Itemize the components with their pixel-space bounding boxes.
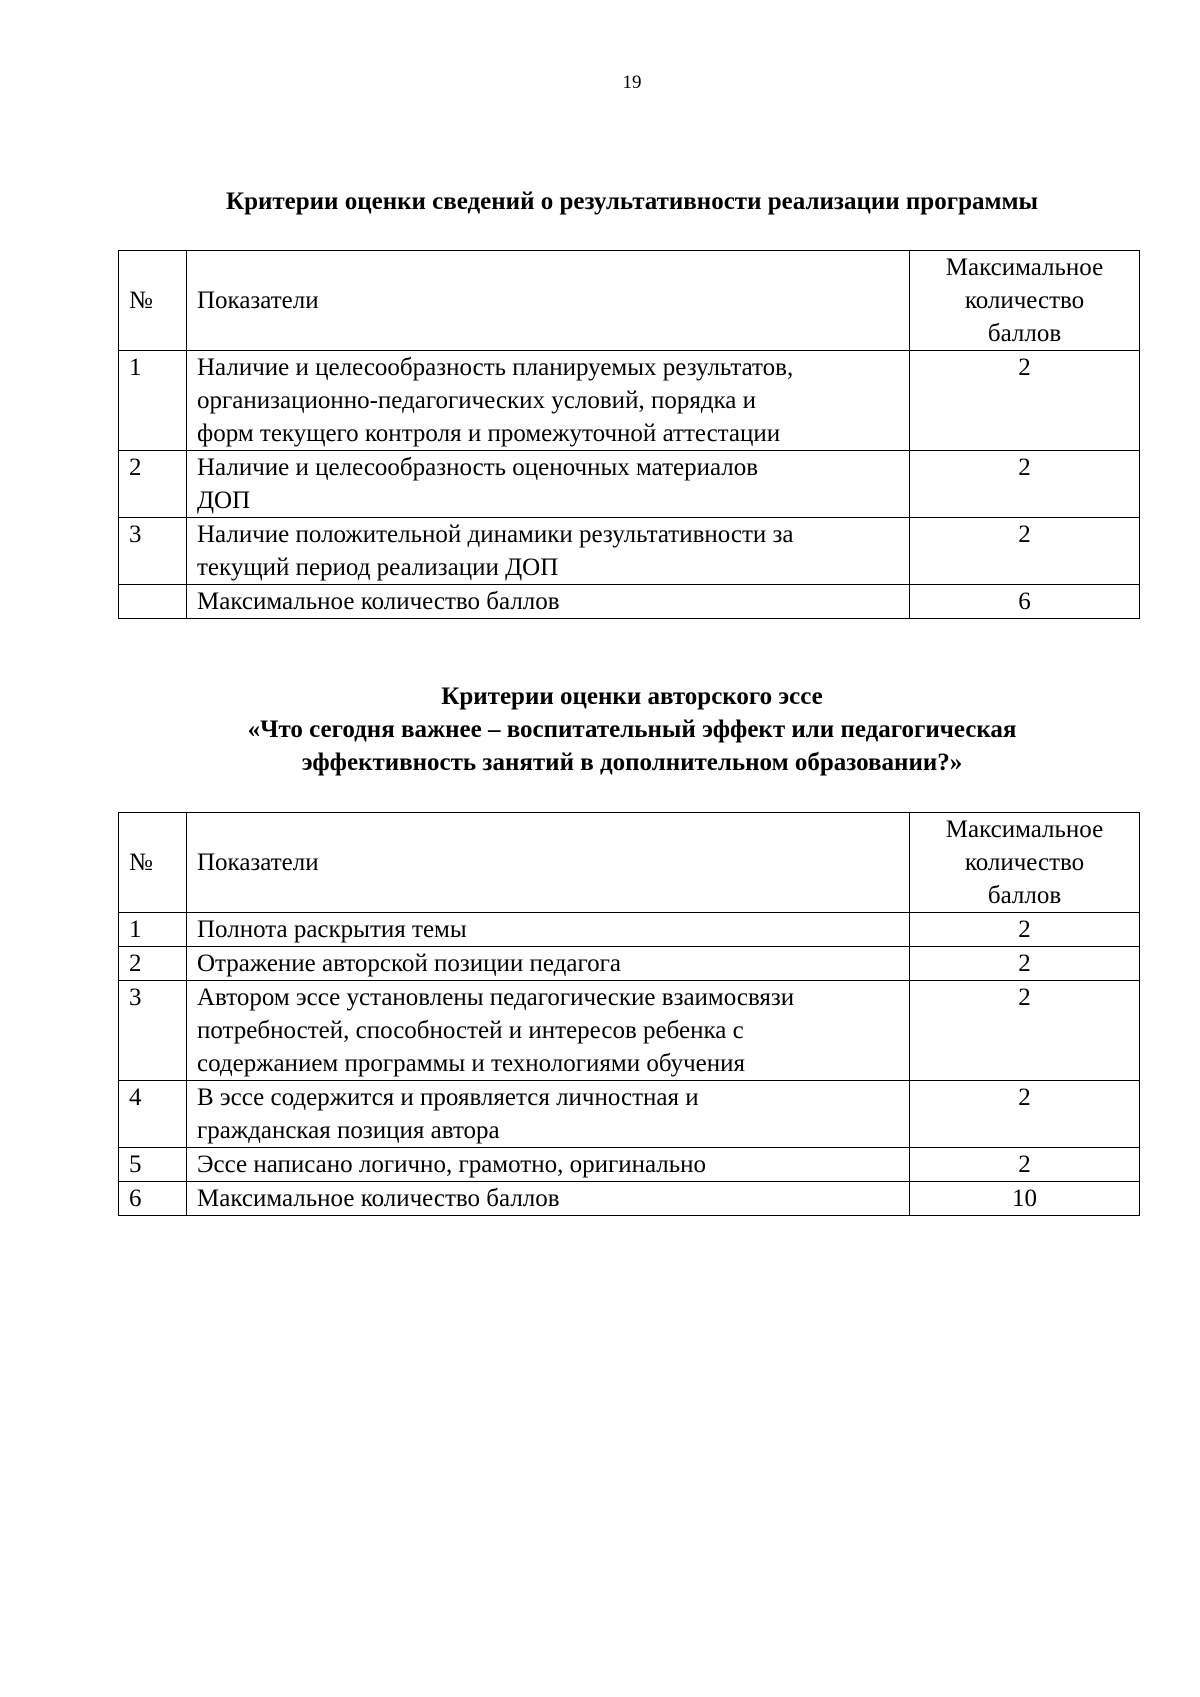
row-number-cell: 5 [119,1148,187,1182]
table-row [119,518,1140,585]
criteria-table-essay [118,812,1140,1216]
criteria-table-program-body [119,251,1140,619]
section1-title-text: Критерии оценки сведений о результативности реализации программы [225,188,1039,215]
table-row [119,451,1140,518]
section2-title-line: «Что сегодня важнее – воспитательный эффект или педагогическая [247,716,1017,743]
header-max-line: количество [964,287,1085,314]
row-number-cell: 3 [119,518,187,585]
row-number-cell: 6 [119,1182,187,1216]
indicator-text-line: Наличие и целесообразность оценочных материалов [197,454,759,481]
row-max-score-cell: 2 [910,351,1140,451]
section2-title-line: эффективность занятий в дополнительном образовании?» [301,749,963,776]
table-row [119,1182,1140,1216]
table-row [119,947,1140,981]
header-max-cell [910,813,1140,913]
row-max-score-cell: 2 [910,947,1140,981]
header-num-cell: № [119,813,187,913]
header-max-line: Максимальное [945,254,1104,281]
row-max-score-cell: 2 [910,518,1140,585]
indicator-text-line: Наличие положительной динамики результативности за [197,521,794,548]
header-num-cell: № [119,251,187,351]
row-max-score-cell: 2 [910,981,1140,1081]
row-number-cell: 4 [119,1081,187,1148]
row-max-score-cell: 2 [910,1148,1140,1182]
table-header-row [119,251,1140,351]
indicator-text-line: Наличие и целесообразность планируемых результатов, [197,354,794,381]
row-indicator-cell [187,981,910,1081]
row-max-score-cell: 2 [910,913,1140,947]
row-number-cell [119,585,187,619]
table-row [119,913,1140,947]
table-row [119,1148,1140,1182]
page-number: 19 [622,72,642,93]
section2-title [120,680,1144,779]
row-indicator-cell [187,1148,910,1182]
header-max-line: баллов [987,320,1062,347]
row-indicator-cell [187,585,910,619]
indicator-text-line: Максимальное количество баллов [197,1185,560,1212]
indicator-text-line: Автором эссе установлены педагогические взаимосвязи [197,984,795,1011]
row-indicator-cell [187,1182,910,1216]
table-row [119,981,1140,1081]
row-max-score-cell: 2 [910,451,1140,518]
header-max-line: Максимальное [945,816,1104,843]
section1-title [120,185,1144,218]
row-max-score-cell: 10 [910,1182,1140,1216]
header-max-line: баллов [987,882,1062,909]
header-indicator-cell: Показатели [187,251,910,351]
indicator-text-line: Максимальное количество баллов [197,588,560,615]
row-number-cell: 2 [119,947,187,981]
row-max-score-cell: 2 [910,1081,1140,1148]
row-indicator-cell [187,913,910,947]
indicator-text-line: форм текущего контроля и промежуточной аттестации [197,420,781,447]
row-number-cell: 1 [119,351,187,451]
row-max-score-cell: 6 [910,585,1140,619]
row-indicator-cell [187,1081,910,1148]
table-header-row [119,813,1140,913]
indicator-text-line: гражданская позиция автора [197,1117,500,1144]
criteria-table-program [118,250,1140,619]
row-indicator-cell [187,947,910,981]
table-row [119,351,1140,451]
header-max-cell [910,251,1140,351]
indicator-text-line: текущий период реализации ДОП [197,554,559,581]
indicator-text-line: Полнота раскрытия темы [197,916,467,943]
indicator-text-line: содержанием программы и технологиями обучения [197,1050,746,1077]
criteria-table-essay-body [119,813,1140,1216]
row-number-cell: 2 [119,451,187,518]
row-number-cell: 3 [119,981,187,1081]
indicator-text-line: организационно-педагогических условий, порядка и [197,387,757,414]
table-row [119,585,1140,619]
table-row [119,1081,1140,1148]
row-indicator-cell [187,518,910,585]
section2-title-line: Критерии оценки авторского эссе [441,683,823,710]
indicator-text-line: ДОП [197,487,251,514]
row-indicator-cell [187,451,910,518]
indicator-text-line: В эссе содержится и проявляется личностная и [197,1084,699,1111]
indicator-text-line: Эссе написано логично, грамотно, оригинально [197,1151,707,1178]
row-number-cell: 1 [119,913,187,947]
row-indicator-cell [187,351,910,451]
header-max-line: количество [964,849,1085,876]
header-indicator-cell: Показатели [187,813,910,913]
indicator-text-line: Отражение авторской позиции педагога [197,950,621,977]
indicator-text-line: потребностей, способностей и интересов ребенка с [197,1017,744,1044]
